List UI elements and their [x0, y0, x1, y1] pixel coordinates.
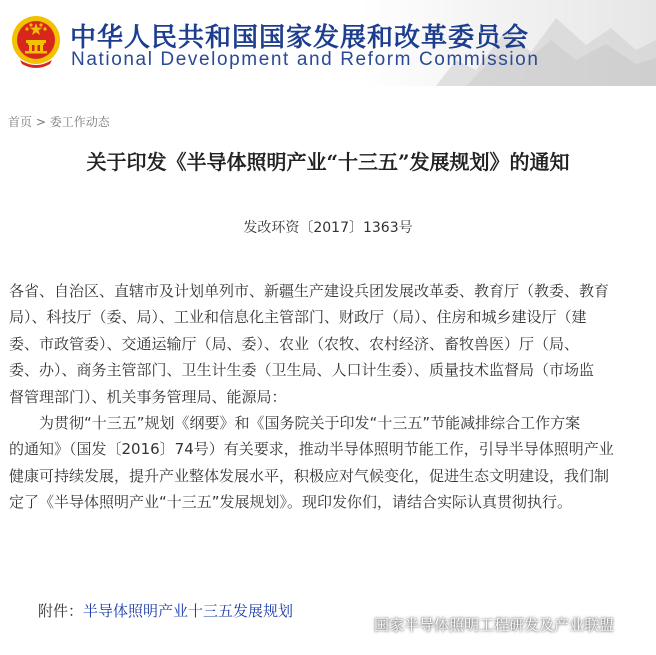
paragraph-line: 为贯彻“十三五”规划《纲要》和《国务院关于印发“十三五”节能减排综合工作方案	[39, 414, 581, 433]
article-title: 关于印发《半导体照明产业“十三五”发展规划》的通知	[86, 150, 570, 174]
paragraph-line: 定了《半导体照明产业“十三五”发展规划》。现印发你们，请结合实际认真贯彻执行。	[9, 493, 573, 512]
notice-paragraph	[9, 410, 647, 516]
site-header	[0, 0, 656, 86]
breadcrumb	[8, 113, 110, 130]
breadcrumb-home-link[interactable]: 首页	[8, 115, 33, 129]
document-number: 发改环资〔2017〕1363号	[243, 220, 413, 236]
article-body	[9, 278, 647, 516]
national-emblem-icon	[10, 14, 62, 70]
paragraph-line: 委、办）、商务主管部门、卫生计生委（卫生局、人口计生委）、质量技术监督局（市场监	[9, 361, 595, 380]
paragraph-line: 局）、科技厅（委、局）、工业和信息化主管部门、财政厅（局）、住房和城乡建设厅（建	[9, 308, 587, 327]
paragraph-line: 健康可持续发展，提升产业整体发展水平，积极应对气候变化，促进生态文明建设，我们制	[9, 466, 610, 485]
breadcrumb-separator: >	[32, 115, 50, 129]
paragraph-line: 委、市政管委）、交通运输厅（局、委）、农业（农牧、农村经济、畜牧兽医）厅（局、	[9, 334, 580, 353]
paragraph-line: 的通知》（国发〔2016〕74号）有关要求，推动半导体照明节能工作，引导半导体照明产业	[9, 440, 614, 459]
wechat-watermark	[344, 614, 614, 635]
paragraph-line: 各省、自治区、直辖市及计划单列市、新疆生产建设兵团发展改革委、教育厅（教委、教育	[9, 282, 610, 300]
site-title-en: National Development and Reform Commission	[71, 49, 540, 70]
addressee-paragraph	[9, 278, 647, 410]
site-title-cn: 中华人民共和国国家发展和改革委员会	[70, 23, 530, 53]
watermark-text: 国家半导体照明工程研发及产业联盟	[374, 616, 615, 634]
paragraph-line: 督管理部门）、机关事务管理局、能源局：	[9, 387, 287, 406]
wechat-icon	[344, 615, 366, 635]
attachment-line	[38, 600, 293, 621]
attachment-link[interactable]: 半导体照明产业十三五发展规划	[83, 602, 294, 620]
attachment-label: 附件：	[38, 602, 84, 620]
breadcrumb-section-link[interactable]: 委工作动态	[49, 115, 110, 129]
